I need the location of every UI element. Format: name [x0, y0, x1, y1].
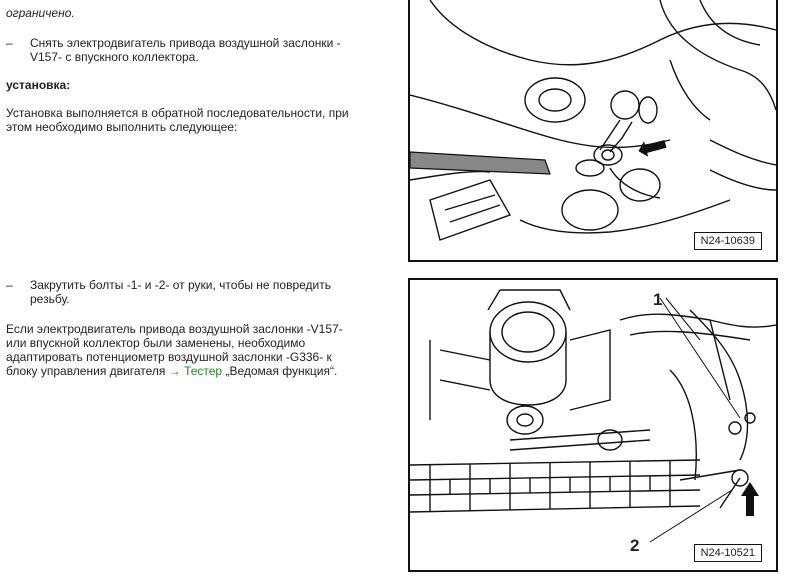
figure-intake-manifold-drawing [410, 280, 776, 570]
step2-dash: – [6, 278, 13, 292]
note-line1: Если электродвигатель привода воздушной заслонки -V157- [6, 322, 343, 336]
figure-intake-manifold [408, 278, 778, 572]
figure-throttle-motor-drawing [410, 0, 776, 260]
step1-dash: – [6, 36, 13, 50]
step2-line2: резьбу. [30, 292, 70, 306]
figure-throttle-motor [408, 0, 778, 262]
top-fragment-text: ограничено. [6, 6, 75, 20]
figure-label-1: N24-10639 [694, 232, 762, 250]
tester-link[interactable]: → Тестер [168, 364, 223, 378]
note-line2: или впускной коллектор были заменены, необходимо [6, 336, 306, 350]
note-line4-prefix: блоку управления двигателя [6, 364, 166, 378]
install-heading: установка: [6, 78, 71, 92]
step1-line2: V157- с впускного коллектора. [30, 50, 199, 64]
step1-line1: Снять электродвигатель привода воздушной заслонки - [30, 36, 341, 50]
note-line3: адаптировать потенциометр воздушной заслонки -G336- к [6, 350, 332, 364]
callout-1: 1 [653, 290, 663, 309]
install-line2: этом необходимо выполнить следующее: [6, 120, 238, 134]
note-line4 [6, 364, 337, 378]
note-line4-suffix: „Ведомая функция“. [225, 364, 338, 378]
callout-2: 2 [630, 536, 640, 555]
step2-line1: Закрутить болты -1- и -2- от руки, чтобы не повредить [30, 278, 332, 292]
install-line1: Установка выполняется в обратной последовательности, при [6, 106, 349, 120]
figure-label-2: N24-10521 [694, 544, 762, 562]
